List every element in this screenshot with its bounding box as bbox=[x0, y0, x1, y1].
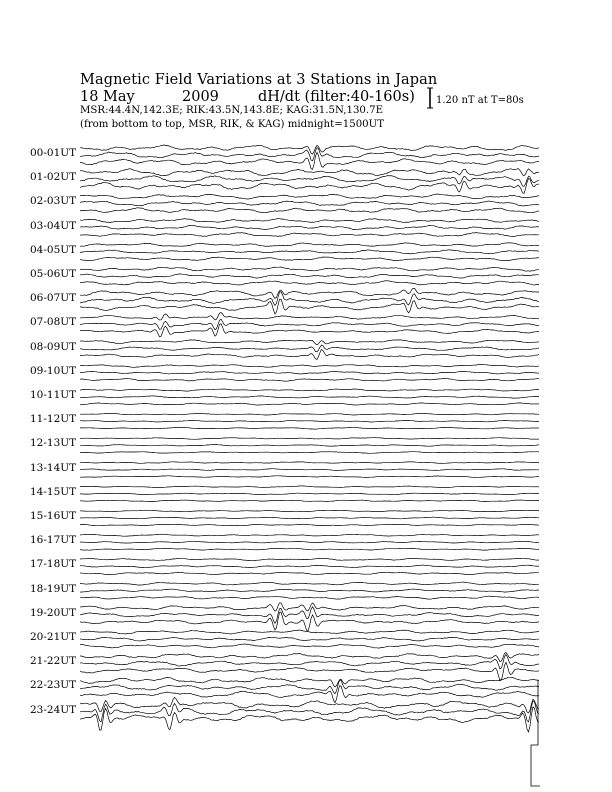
trace-rik bbox=[80, 680, 539, 694]
trace-kag bbox=[80, 219, 539, 223]
trace-msr bbox=[80, 524, 539, 526]
trace-kag bbox=[80, 413, 539, 415]
trace-msr bbox=[80, 476, 539, 478]
trace-rik bbox=[80, 445, 539, 447]
date-day: 18 May bbox=[80, 89, 135, 105]
hour-label: 09-10UT bbox=[30, 364, 77, 377]
stations-line: MSR:44.4N,142.3E; RIK:43.5N,143.8E; KAG:31.5N,130.7E bbox=[80, 105, 384, 116]
quantity-label: dH/dt (filter:40-160s) bbox=[258, 89, 415, 105]
trace-kag bbox=[80, 312, 539, 320]
trace-kag bbox=[80, 462, 539, 464]
hour-label: 23-24UT bbox=[30, 703, 77, 716]
trace-msr bbox=[80, 208, 539, 213]
trace-kag bbox=[80, 582, 539, 585]
scale-bar-label: 1.20 nT at T=80s bbox=[436, 95, 524, 106]
trace-rik bbox=[80, 201, 539, 206]
trace-kag bbox=[80, 438, 539, 440]
trace-msr bbox=[80, 572, 539, 574]
trace-rik bbox=[80, 396, 539, 398]
hour-label: 10-11UT bbox=[30, 389, 77, 401]
trace-rik bbox=[80, 517, 539, 519]
trace-msr bbox=[80, 281, 539, 285]
trace-kag bbox=[80, 630, 539, 634]
trace-msr bbox=[80, 686, 539, 703]
trace-msr bbox=[80, 257, 539, 261]
trace-msr bbox=[80, 500, 539, 502]
trace-msr bbox=[80, 452, 539, 454]
date-year: 2009 bbox=[182, 89, 219, 105]
trace-kag bbox=[80, 364, 539, 367]
trace-kag bbox=[80, 603, 539, 612]
trace-kag bbox=[80, 510, 539, 512]
hour-label: 22-23UT bbox=[30, 679, 77, 692]
trace-msr bbox=[80, 644, 539, 648]
trace-kag bbox=[80, 243, 539, 247]
trace-rik bbox=[80, 541, 539, 543]
trace-rik bbox=[80, 319, 539, 330]
trace-rik bbox=[80, 274, 539, 278]
trace-kag bbox=[80, 677, 539, 687]
hour-label: 05-06UT bbox=[30, 268, 77, 280]
trace-rik bbox=[80, 565, 539, 568]
trace-msr bbox=[80, 379, 539, 382]
hour-label: 01-02UT bbox=[30, 171, 77, 184]
trace-msr bbox=[80, 324, 539, 337]
trace-msr bbox=[80, 427, 539, 429]
hour-label: 17-18UT bbox=[30, 558, 77, 571]
chart-title: Magnetic Field Variations at 3 Stations in Japan bbox=[80, 72, 438, 88]
trace-group bbox=[80, 145, 540, 786]
trace-kag bbox=[80, 267, 539, 271]
trace-msr bbox=[80, 548, 539, 550]
trace-rik bbox=[80, 469, 539, 471]
hour-label: 08-09UT bbox=[30, 340, 77, 353]
hour-label: 21-22UT bbox=[30, 655, 77, 668]
trace-kag bbox=[80, 389, 539, 391]
trace-rik bbox=[80, 420, 539, 422]
trace-rik bbox=[80, 371, 539, 374]
hour-label: 06-07UT bbox=[30, 292, 77, 305]
hour-label: 11-12UT bbox=[30, 413, 77, 426]
hour-label: 02-03UT bbox=[30, 195, 77, 208]
scale-bar bbox=[427, 88, 433, 108]
trace-rik bbox=[80, 250, 539, 254]
trace-rik bbox=[80, 225, 539, 229]
trace-rik bbox=[80, 493, 539, 495]
hour-label: 20-21UT bbox=[30, 631, 77, 643]
hour-label: 14-15UT bbox=[30, 485, 77, 498]
trace-kag bbox=[80, 558, 539, 561]
trace-kag bbox=[80, 486, 539, 488]
trace-kag bbox=[80, 194, 539, 199]
trace-msr bbox=[80, 403, 539, 405]
trace-rik bbox=[80, 589, 539, 592]
hour-label: 04-05UT bbox=[30, 243, 77, 256]
hour-label: 00-01UT bbox=[30, 147, 77, 159]
trace-kag bbox=[80, 653, 539, 662]
trace-kag bbox=[80, 145, 539, 154]
trace-rik bbox=[80, 176, 539, 187]
trace-rik bbox=[80, 655, 539, 669]
hour-label: 12-13UT bbox=[30, 437, 77, 450]
trace-rik bbox=[80, 637, 539, 641]
hour-label: 15-16UT bbox=[30, 510, 77, 522]
trace-msr bbox=[80, 596, 539, 599]
hour-label: 18-19UT bbox=[30, 582, 77, 595]
trace-rik bbox=[80, 345, 539, 352]
trace-kag bbox=[80, 534, 539, 536]
trace-kag bbox=[80, 169, 539, 176]
hour-label: 13-14UT bbox=[30, 461, 77, 474]
hour-label: 07-08UT bbox=[30, 316, 77, 329]
trace-msr bbox=[80, 350, 539, 360]
trace-msr bbox=[80, 233, 539, 237]
hour-label: 19-20UT bbox=[30, 606, 77, 619]
trace-kag bbox=[80, 340, 539, 345]
hour-label: 16-17UT bbox=[30, 534, 77, 547]
hour-label: 03-04UT bbox=[30, 219, 77, 232]
order-note: (from bottom to top, MSR, RIK, & KAG) midnight=1500UT bbox=[80, 119, 385, 130]
